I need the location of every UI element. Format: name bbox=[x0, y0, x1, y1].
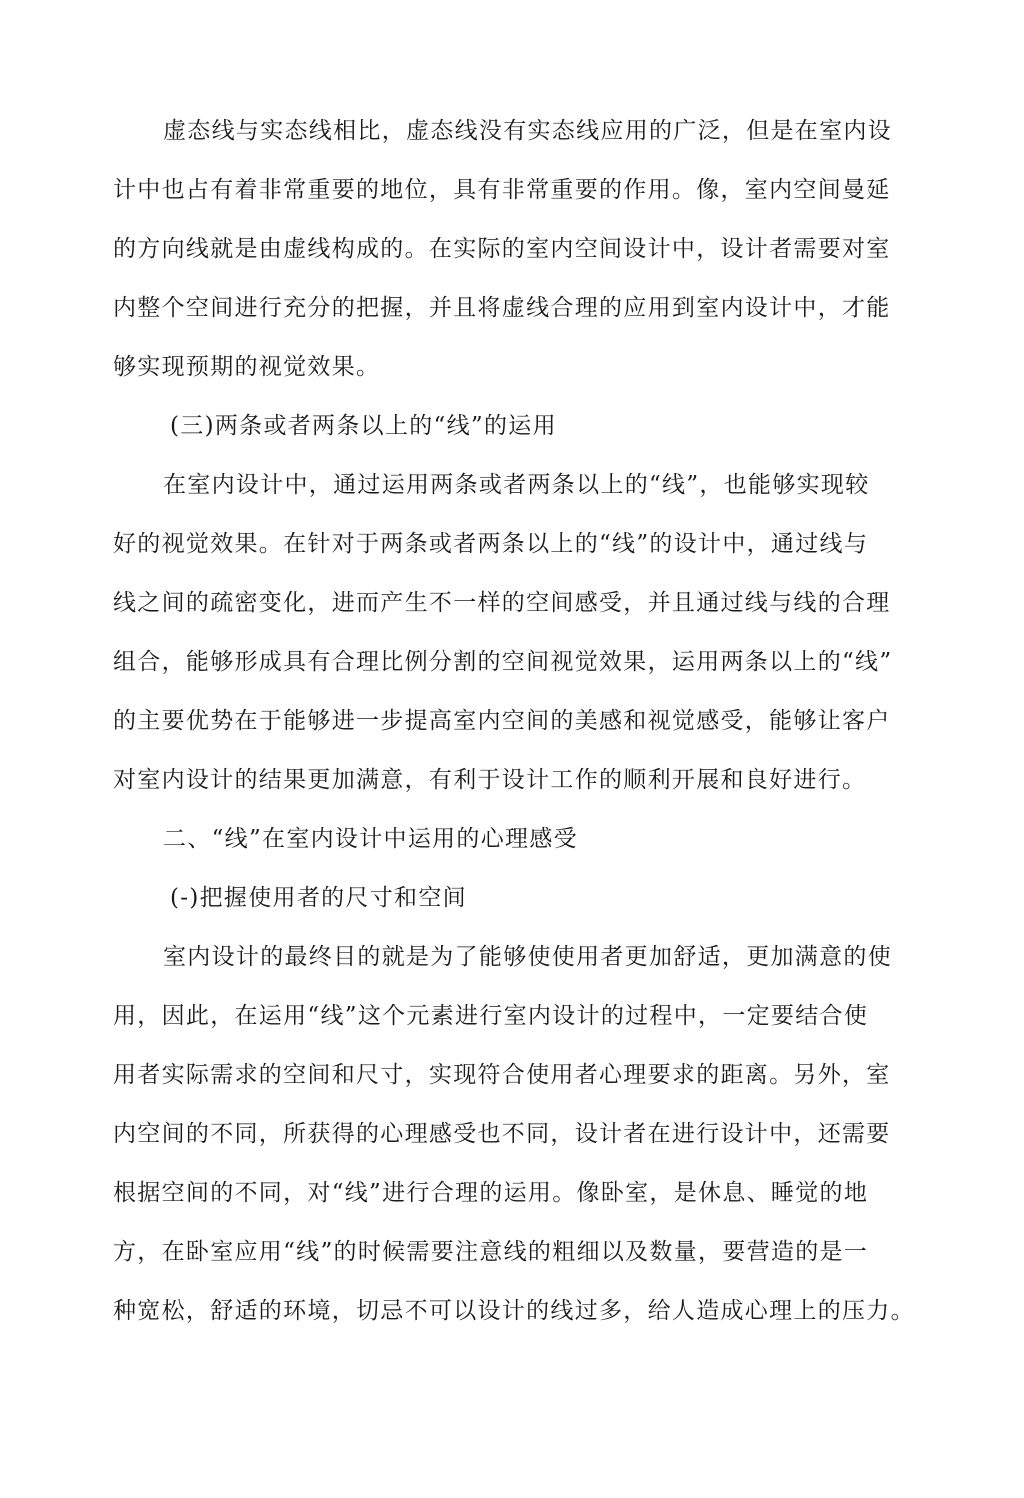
text-line: 用者实际需求的空间和尺寸，实现符合使用者心理要求的距离。另外，室 bbox=[113, 1062, 891, 1088]
text-line: 组合，能够形成具有合理比例分割的空间视觉效果，运用两条以上的“线” bbox=[113, 649, 893, 675]
text-line: 用，因此，在运用“线”这个元素进行室内设计的过程中，一定要结合使 bbox=[113, 1003, 869, 1029]
text-line: 线之间的疏密变化，进而产生不一样的空间感受，并且通过线与线的合理 bbox=[113, 590, 891, 616]
text-line: 计中也占有着非常重要的地位，具有非常重要的作用。像，室内空间曼延 bbox=[113, 177, 891, 203]
text-line: 虚态线与实态线相比，虚态线没有实态线应用的广泛，但是在室内设 bbox=[163, 118, 892, 144]
text-line: 好的视觉效果。在针对于两条或者两条以上的“线”的设计中，通过线与 bbox=[113, 531, 869, 557]
text-line: 室内设计的最终目的就是为了能够使使用者更加舒适，更加满意的使 bbox=[163, 944, 892, 970]
text-line: 对室内设计的结果更加满意，有利于设计工作的顺利开展和良好进行。 bbox=[113, 767, 867, 793]
text-line: 方，在卧室应用“线”的时候需要注意线的粗细以及数量，要营造的是一 bbox=[113, 1239, 869, 1265]
text-line: 的方向线就是由虚线构成的。在实际的室内空间设计中，设计者需要对室 bbox=[113, 236, 891, 262]
text-line: 根据空间的不同，对“线”进行合理的运用。像卧室，是休息、睡觉的地 bbox=[113, 1180, 869, 1206]
text-line: 的主要优势在于能够进一步提高室内空间的美感和视觉感受，能够让客户 bbox=[113, 708, 891, 734]
section-heading: (-)把握使用者的尺寸和空间 bbox=[170, 885, 467, 911]
text-line: 内空间的不同，所获得的心理感受也不同，设计者在进行设计中，还需要 bbox=[113, 1121, 891, 1147]
text-line: 够实现预期的视觉效果。 bbox=[113, 354, 381, 380]
text-line: 内整个空间进行充分的把握，并且将虚线合理的应用到室内设计中，才能 bbox=[113, 295, 891, 321]
section-heading: (三)两条或者两条以上的“线”的运用 bbox=[170, 413, 557, 439]
text-line: 种宽松，舒适的环境，切忌不可以设计的线过多，给人造成心理上的压力。 bbox=[113, 1298, 915, 1324]
text-line: 在室内设计中，通过运用两条或者两条以上的“线”，也能够实现较 bbox=[163, 472, 870, 498]
chapter-heading: 二、“线”在室内设计中运用的心理感受 bbox=[163, 826, 578, 852]
